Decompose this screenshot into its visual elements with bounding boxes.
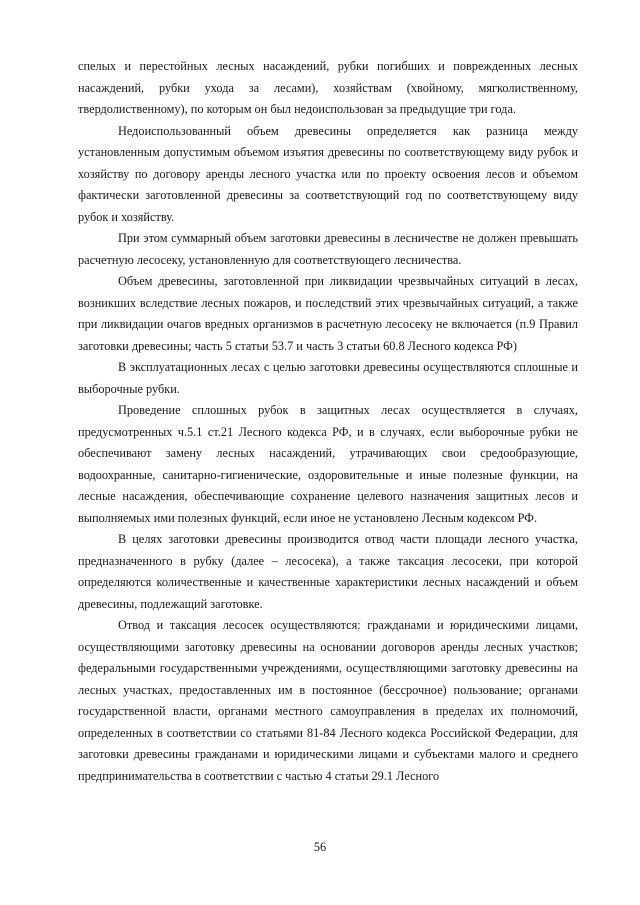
document-body <box>78 56 578 787</box>
page-number: 56 <box>313 840 327 854</box>
paragraph-allotment: В целях заготовки древесины производится отвод части площади лесного участка, предназначенного в рубку (далее – лесосека), а также таксация лесосеки, при которой определяются количественные и качественные характеристики лесных насаждений и объем древесины, подлежащий заготовке. <box>78 532 578 611</box>
paragraph-underused-volume: Недоиспользованный объем древесины определяется как разница между установленным допустимым объемом изъятия древесины по соответствующему виду рубок и хозяйству по договору аренды лесного участка или по проекту освоения лесов и объемом фактически заготовленной древесины за соответствующий год по соответствующему виду рубок и хозяйству. <box>78 123 578 224</box>
paragraph-clear-cutting: Проведение сплошных рубок в защитных лесах осуществляется в случаях, предусмотренных ч.5.1 ст.21 Лесного кодекса РФ, и в случаях, если выборочные рубки не обеспечивают замену лесных насаждений, утрачивающих свои средообразующие, водоохранные, санитарно-гигиенические, оздоровительные и иные полезные функции, на лесные насаждения, обеспечивающие сохранение целевого назначения защитных лесов и выполняемых ими полезных функций, если иное не установлено Лесным кодексом РФ. <box>78 403 578 525</box>
paragraph-exploitation-forests: В эксплуатационных лесах с целью заготовки древесины осуществляются сплошные и выборочные рубки. <box>78 360 578 396</box>
paragraph-emergency-volume: Объем древесины, заготовленной при ликвидации чрезвычайных ситуаций в лесах, возникших вследствие лесных пожаров, и последствий этих чрезвычайных ситуаций, а также при ликвидации очагов вредных организмов в расчетную лесосеку не включается (п.9 Правил заготовки древесины; часть 5 статьи 53.7 и часть 3 статьи 60.8 Лесного кодекса РФ) <box>78 274 578 353</box>
paragraph-total-volume: При этом суммарный объем заготовки древесины в лесничестве не должен превышать расчетную лесосеку, установленную для соответствующего лесничества. <box>78 231 578 267</box>
paragraph-allotment-parties: Отвод и таксация лесосек осуществляются: гражданами и юридическими лицами, осуществляющими заготовку древесины на основании договоров аренды лесных участков; федеральными государственными учреждениями, осуществляющими заготовку древесины на лесных участках, предоставленных им в постоянное (бессрочное) пользование; органами государственной власти, органами местного самоуправления в пределах их полномочий, определенных в соответствии со статьями 81-84 Лесного кодекса Российской Федерации, для заготовки древесины гражданами и юридическими лицами и субъектами малого и среднего предпринимательства в соответствии с частью 4 статьи 29.1 Лесного <box>78 618 578 783</box>
paragraph-continuation: спелых и перестойных лесных насаждений, рубки погибших и поврежденных лесных насаждений, рубки ухода за лесами), хозяйствам (хвойному, мягколиственному, твердолиственному), по которым он был недоиспользован за предыдущие три года. <box>78 59 578 116</box>
